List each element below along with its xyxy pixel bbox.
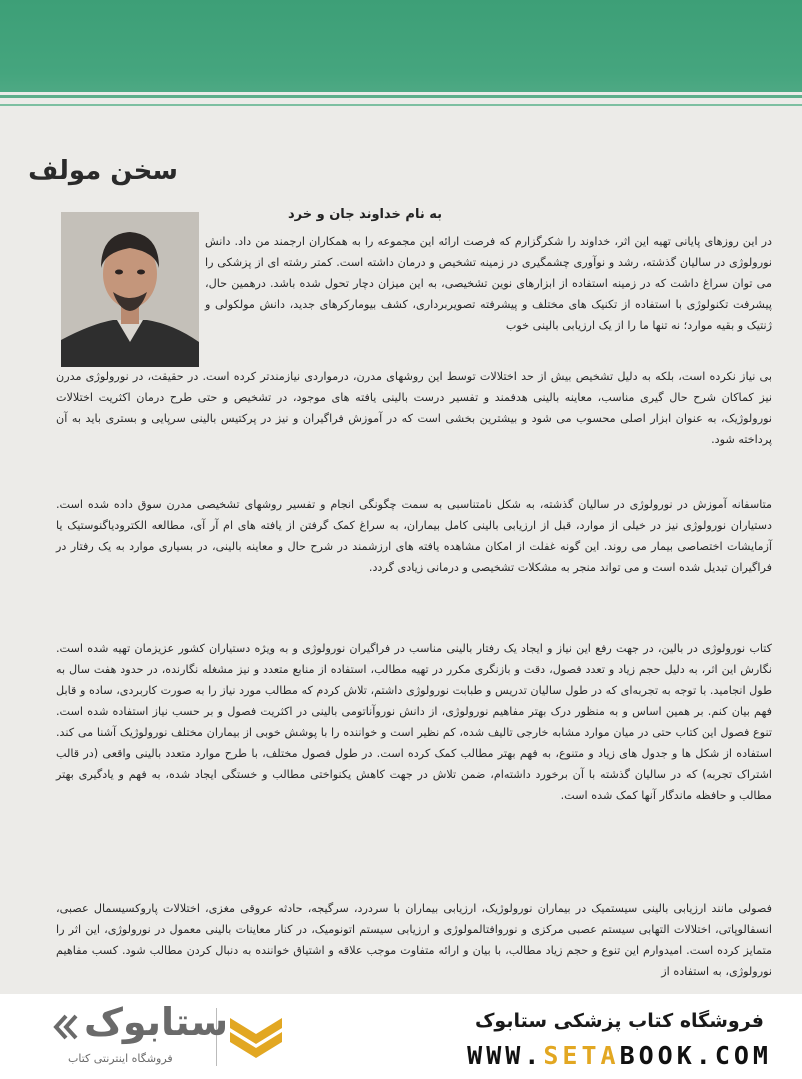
author-photo: [61, 212, 199, 367]
paragraph-education: متاسفانه آموزش در نورولوژی در سالیان گذشته، به شکل نامتناسبی به سمت چگونگی انجام و تفسیر روشهای تشخیصی مدرن سوق داده شده است. دستیاران نورولوژی نیز در خیلی از موارد، قبل از ارزیابی بالینی کامل بیماران، به سراغ کمک گرفتن از یافته های ام آر آی، مطالعه الکترودیاگنوستیک یا آزمایشات اختصاصی بیمار می روند. این گونه غفلت از امکان مشاهده یافته های ارزشمند در شرح حال و معاینه بالینی، در بسیاری موارد به یک رفتار در فراگیران تبدیل شده است و می تواند منجر به مشکلات تشخیصی و درمانی زیادی گردد.: [56, 498, 772, 574]
author-portrait-icon: [61, 212, 199, 367]
url-accent: SETA: [543, 1041, 620, 1070]
url-prefix: WWW.: [467, 1041, 544, 1070]
store-url[interactable]: [467, 1041, 772, 1070]
paragraph-book-description: کتاب نورولوژی در بالین، در جهت رفع این نیاز و ایجاد یک رفتار بالینی مناسب در فراگیران نورولوژی و به ویژه دستیاران کشور عزیزمان تهیه شده است. نگارش این اثر، به دلیل حجم زیاد و تعدد فصول، دقت و بازنگری مکرر در تهیه مطالب، استفاده از منابع متعدد و نیز مشغله نگارنده، در حدود هفت سال به طول انجامید. با توجه به تجربه‌ای که در طول سالیان تدریس و طبابت نورولوژی داشتم، تلاش کردم که مطالب مورد نیاز را به صورت کاربردی، ساده و قابل فهم بیان کنم. بر همین اساس و به منظور درک بهتر مفاهیم نورولوژی، از دانش نوروآناتومی بالینی در اکثریت فصول و بر حسب نیاز استفاده شده است. تنوع فصول این کتاب حتی در میان موارد مشابه خارجی تالیف شده، کم نظیر است و خواننده را با پوشش خوبی از بیماران مختلف نورولوژیک آشنا می کند. استفاده از شکل ها و جدول های زیاد و متنوع، به فهم بهتر مطالب کمک کرده است. در طول فصول مختلف، با طرح موارد متعدد بالینی واقعی (در قالب اشتراک تجربه) که در سالیان گذشته با آن برخورد داشته‌ام، ضمن تلاش در جهت کاهش یکنواختی مطالب و خستگی ایجاد شده، به فهم و یادگیری بهتر مطالب و حافظه ماندگار آنها کمک شده است.: [56, 642, 772, 802]
url-suffix: BOOK.COM: [619, 1041, 772, 1070]
chevron-logo-icon: [226, 1012, 286, 1062]
band-divider-thin: [0, 104, 802, 106]
top-green-band: [0, 0, 802, 92]
logo-subtitle: فروشگاه اینترنتی کتاب: [68, 1052, 173, 1065]
logo-wordmark: ستابوک: [84, 1000, 229, 1044]
double-chevron-icon: [50, 1012, 80, 1042]
basmala-heading: به نام خداوند جان و خرد: [287, 207, 442, 222]
store-footer-banner: [0, 994, 802, 1079]
paragraph-chapters: فصولی مانند ارزیابی بالینی سیستمیک در بیماران نورولوژیک، ارزیابی بیماران با سردرد، سرگیجه، حادثه عروقی مغزی، اختلالات پاروکسیسمال عصبی، انسفالوپاتی، اختلالات التهابی سیستم عصبی مرکزی و نوروافتالمولوژی و ارزیابی سیستم اتونومیک، در کنار معاینات بالینی معمول در نورولوژی، این اثر را متمایز کرده است. امیدوارم این تنوع و حجم زیاد مطالب، با بیان و ارائه متفاوت موجب علاقه و اشتیاق خواننده به دنبال کردن مطالب شود. کسب مفاهیم نورولوژی، به استفاده از: [56, 902, 772, 978]
paragraph-intro-continued: بی نیاز نکرده است، بلکه به دلیل تشخیص بیش از حد اختلالات توسط این روشهای مدرن، درمواردی نیازمندتر کرده است. در حقیقت، در نورولوژی مدرن نیز کماکان شرح حال گیری مناسب، معاینه بالینی هدفمند و تفسیر درست بالینی یافته های موجود، در تشخیص و حتی طرح درمان اکثریت اختلالات نورولوژیک، به عنوان ابزار اصلی محسوب می شود و بیشترین بخشی است که در آموزش فراگیران و نیز در پرکتیس بالینی سرپایی و بستری باید به آن پرداخته شود.: [56, 370, 772, 446]
page-title: سخن مولف: [28, 156, 178, 186]
band-divider-thick: [0, 95, 802, 98]
paragraph-intro: در این روزهای پایانی تهیه این اثر، خداوند را شکرگزارم که فرصت ارائه این مجموعه را به همکاران ارجمند من داد. دانش نورولوژی در سالیان گذشته، رشد و نوآوری چشمگیری در زمینه تشخیص و درمان داشته است. کمتر رشته ای از پزشکی را می توان سراغ داشت که در زمینه استفاده از ابزارهای نوین تشخیصی، به این میزان دچار تحول شده باشد. درهمین حال، پیشرفت تکنولوژی با استفاده از تکنیک های مختلف و پیشرفته تصویربرداری، کشف بیومارکرهای جدید، دانش مولکولی و ژنتیک و بقیه موارد؛ نه تنها ما را از یک ارزیابی بالینی خوب: [205, 235, 772, 332]
store-name: فروشگاه کتاب پزشکی ستابوک: [474, 1010, 764, 1032]
